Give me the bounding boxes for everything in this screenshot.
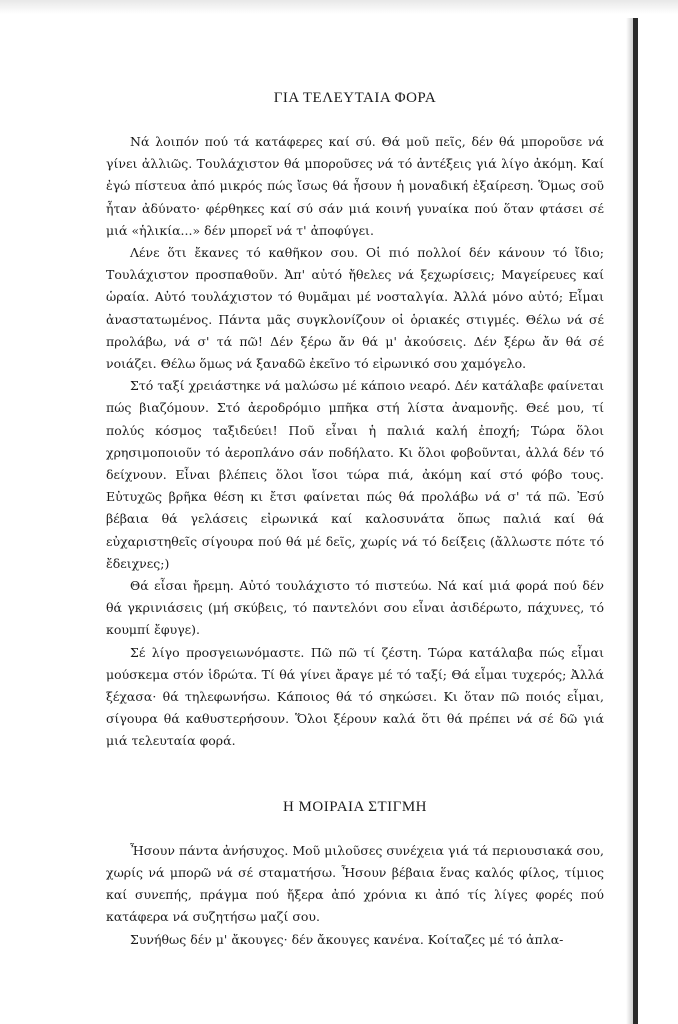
paragraph-text: Στό ταξί χρειάστηκε νά μαλώσω μέ κάποιο νεαρό. Δέν κατάλαβε φαίνεται πώς βιαζόμουν. Στό ἀεροδρόμιο μπῆκα στή λίστα ἀναμονῆς. Θεέ μου, τί πολύς κόσμος ταξιδεύει! Ποῦ εἶναι ἡ παλιά καλή ἐποχή; Τώρα ὅλοι χρησιμοποιοῦν τό ἀεροπλάνο σάν ποδήλατο. Κι ὅλοι φοβοῦνται, ἀλλά δέν τό δείχνουν. Εἶναι βλέπεις ὅλοι ἴσοι τώρα πιά, ἀκόμη καί στό φόβο τους. Εὐτυχῶς βρῆκα θέση κι ἔτσι φαίνεται πώς θά προλάβω νά σ' τά πῶ. Ἐσύ βέβαια θά γελάσεις εἰρωνικά καί καλοσυνάτα ὅπως παλιά καί θά εὐχαριστηθεῖς σίγουρα πού θά μέ δεῖς, χωρίς νά τό δείξεις (ἄλλωστε πότε τό ἔδειχνες;) — [106, 378, 604, 571]
paragraph — [106, 642, 604, 753]
paragraph-text: Σέ λίγο προσγειωνόμαστε. Πῶ πῶ τί ζέστη. Τώρα κατάλαβα πώς εἶμαι μούσκεμα στόν ἱδρώτα. Τί θά γίνει ἄραγε μέ τό ταξί; Θά εἶμαι τυχερός; Ἀλλά ξέχασα· θά τηλεφωνήσω. Κάποιος θά τό σηκώσει. Κι ὅταν πῶ ποιός εἶμαι, σίγουρα θά καθυστερήσουν. Ὅλοι ξέρουν καλά ὅτι θά πρέπει νά σέ δῶ γιά μιά τελευταία φορά. — [106, 644, 604, 749]
paragraph — [106, 840, 604, 929]
paragraph-text: Θά εἶσαι ἤρεμη. Αὐτό τουλάχιστο τό πιστεύω. Νά καί μιά φορά πού δέν θά γκρινιάσεις (μή σκύβεις, τό παντελόνι σου εἶναι ἀσιδέρωτο, πάχυνες, τό κουμπί ἔφυγε). — [106, 578, 604, 638]
paragraph-text: Συνήθως δέν μ' ἄκουγες· δέν ἄκουγες κανένα. Κοίταζες μέ τό ἀπλα- — [130, 931, 564, 947]
page-binding-edge — [633, 18, 638, 1024]
section-title: Η ΜΟΙΡΑΙΑ ΣΤΙΓΜΗ — [282, 798, 428, 815]
binding-shadow — [626, 18, 633, 1024]
page-content — [106, 90, 604, 951]
paragraph-text: Λένε ὅτι ἔκανες τό καθῆκον σου. Οἱ πιό πολλοί δέν κάνουν τό ἴδιο; Τουλάχιστον προσπαθοῦν. Ἀπ' αὐτό ἤθελες νά ξεχωρίσεις; Μαγείρευες καί ὡραία. Αὐτό τουλάχιστον τό θυμᾶμαι μέ νοσταλγία. Ἀλλά μόνο αὐτό; Εἶμαι ἀναστατωμένος. Πάντα μᾶς συγκλονίζουν οἱ ὁριακές στιγμές. Θέλω νά σέ προλάβω, νά σ' τά πῶ! Δέν ξέρω ἄν θά μ' ἀκούσεις. Δέν ξέρω ἄν θά σέ νοιάζει. Θέλω ὅμως νά ξαναδῶ ἐκεῖνο τό εἰρωνικό σου χαμόγελο. — [106, 245, 604, 372]
paragraph-text: Νά λοιπόν πού τά κατάφερες καί σύ. Θά μοῦ πεῖς, δέν θά μποροῦσε νά γίνει ἀλλιῶς. Τουλάχιστον θά μποροῦσες νά τό ἀντέξεις γιά λίγο ἀκόμη. Καί ἐγώ πίστευα ἀπό μικρός πώς ἴσως θά ἦσουν ἡ μοναδική ἐξαίρεση. Ὅμως σοῦ ἦταν ἀδύνατο· φέρθηκες καί σύ σάν μιά κοινή γυναίκα πού ὅταν φτάσει σέ μιά «ἡλικία...» δέν μπορεῖ νά τ' ἀποφύγει. — [106, 134, 604, 238]
section-title: ΓΙΑ ΤΕΛΕΥΤΑΙΑ ΦΟΡΑ — [273, 90, 437, 106]
paragraph-text: Ἦσουν πάντα ἀνήσυχος. Μοῦ μιλοῦσες συνέχεια γιά τά περιουσιακά σου, χωρίς νά μπορῶ νά σέ σταματήσω. Ἦσουν βέβαια ἕνας καλός φίλος, τίμιος καί συνεπής, πράγμα πού ἤξερα ἀπό χρόνια κι ἀπό τίς λίγες φορές πού κατάφερα νά συζητήσω μαζί σου. — [106, 842, 604, 925]
paragraph — [106, 242, 604, 375]
paragraph — [106, 375, 604, 575]
paragraph — [106, 575, 604, 642]
paragraph — [106, 929, 604, 951]
page-top-shadow — [0, 0, 678, 14]
paragraph — [106, 131, 604, 242]
